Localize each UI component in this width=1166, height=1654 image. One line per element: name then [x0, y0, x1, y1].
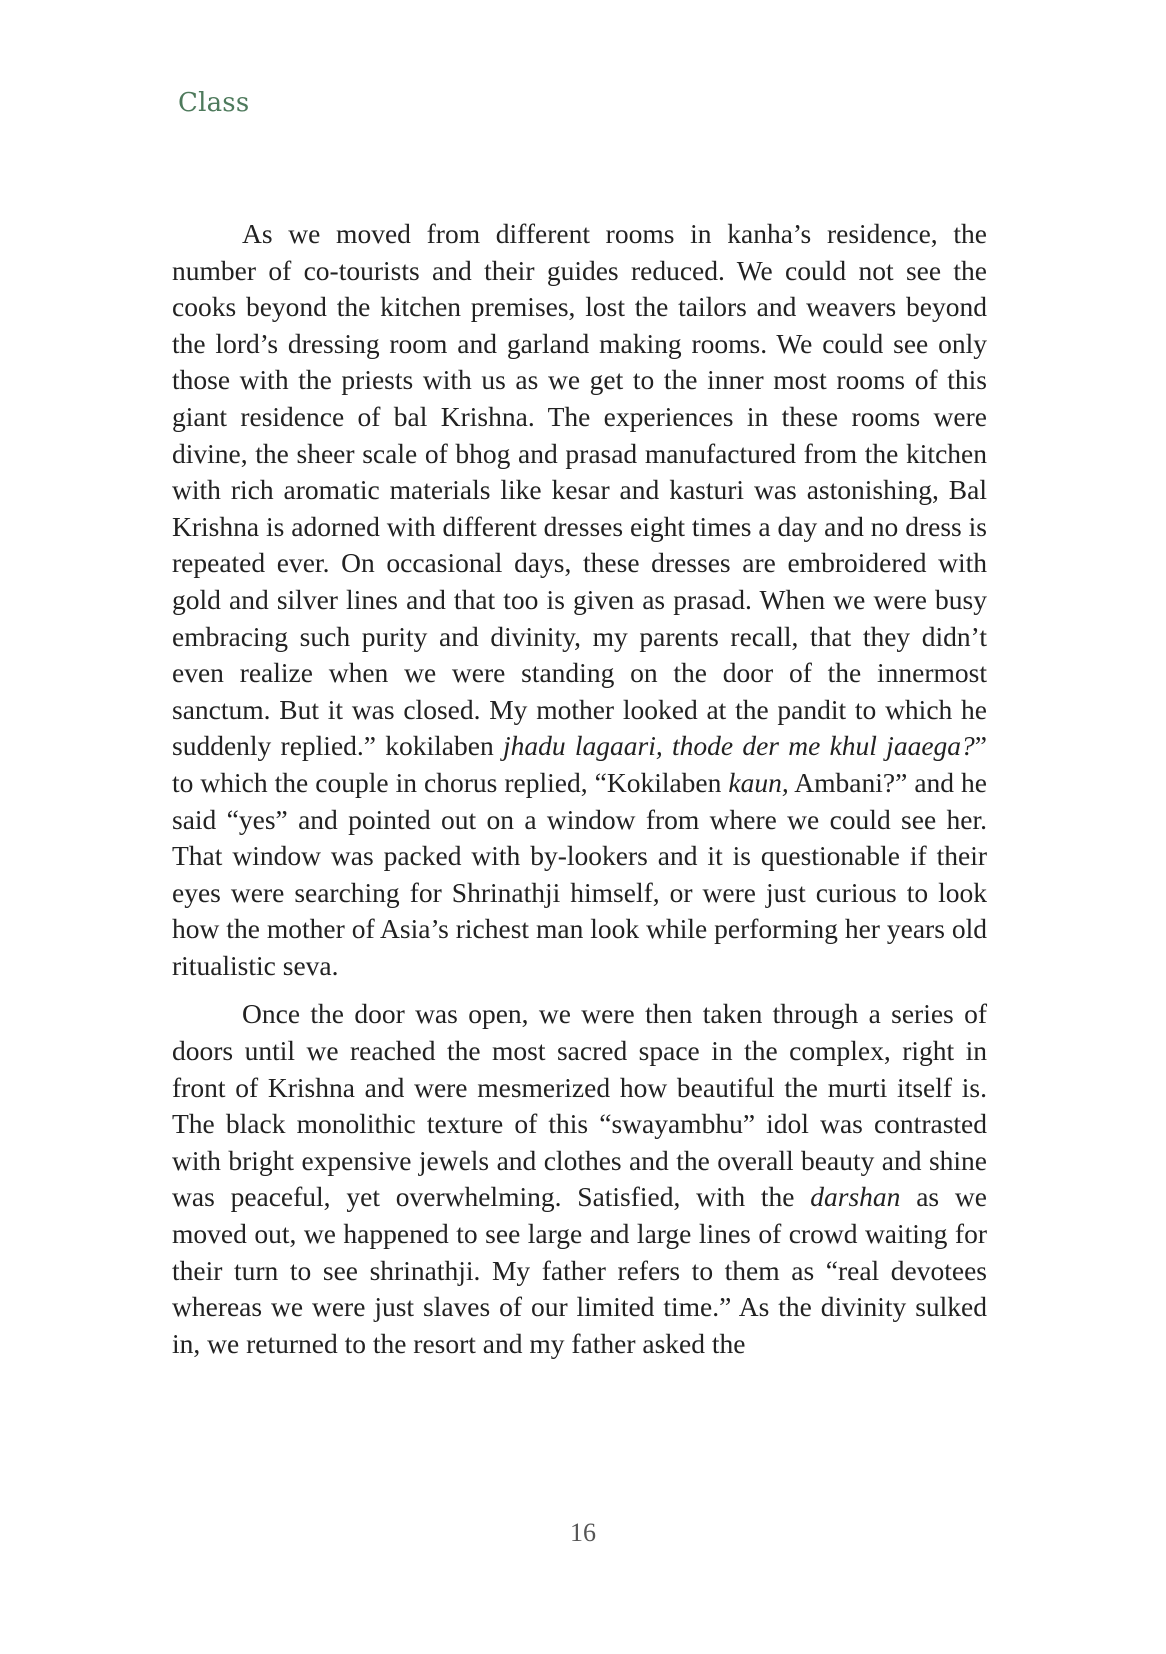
- text-segment: Ambani?” and he said “yes” and pointed out on a window from where we could see her. That window was packed with by-lookers and it is questionable if their eyes were searching for Shrinathji himself, or were just curious to look how the mother of Asia’s richest man look while performing her years old ritualistic seva.: [172, 766, 988, 981]
- body-text: [172, 216, 987, 1374]
- page-number: 16: [570, 1518, 596, 1547]
- italic-segment: darshan: [810, 1181, 901, 1213]
- running-head: Class: [178, 88, 250, 118]
- paragraph: [172, 996, 987, 1362]
- italic-segment: jhadu lagaari, thode der me khul jaaega?: [502, 730, 975, 762]
- text-segment: ” to which the couple in chorus replied, “Kokilaben: [172, 730, 987, 798]
- paragraph: [172, 216, 987, 984]
- italic-segment: kaun,: [728, 766, 789, 798]
- text-segment: Once the door was open, we were then taken through a series of doors until we reached the most sacred space in the complex, right in front of Krishna and were mesmerized how beautiful the murti itself is. The black monolithic texture of this “swayambhu” idol was contrasted with bright expensive jewels and clothes and the overall beauty and shine was peaceful, yet overwhelming. Satisfied, with the: [172, 998, 987, 1213]
- text-segment: as we moved out, we happened to see large and large lines of crowd waiting for their turn to see shrinathji. My father refers to them as “real devotees whereas we were just slaves of our limited time.” As the divinity sulked in, we returned to the resort and my father asked the: [172, 1181, 987, 1359]
- text-segment: As we moved from different rooms in kanha’s residence, the number of co-tourists and their guides reduced. We could not see the cooks beyond the kitchen premises, lost the tailors and weavers beyond the lord’s dressing room and garland making rooms. We could see only those with the priests with us as we get to the inner most rooms of this giant residence of bal Krishna. The experiences in these rooms were divine, the sheer scale of bhog and prasad manufactured from the kitchen with rich aromatic materials like kesar and kasturi was astonishing, Bal Krishna is adorned with different dresses eight times a day and no dress is repeated ever. On occasional days, these dresses are embroidered with gold and silver lines and that too is given as prasad. When we were busy embracing such purity and divinity, my parents recall, that they didn’t even realize when we were standing on the door of the innermost sanctum. But it was closed. My mother looked at the pandit to which he suddenly replied.” kokilaben: [172, 218, 987, 762]
